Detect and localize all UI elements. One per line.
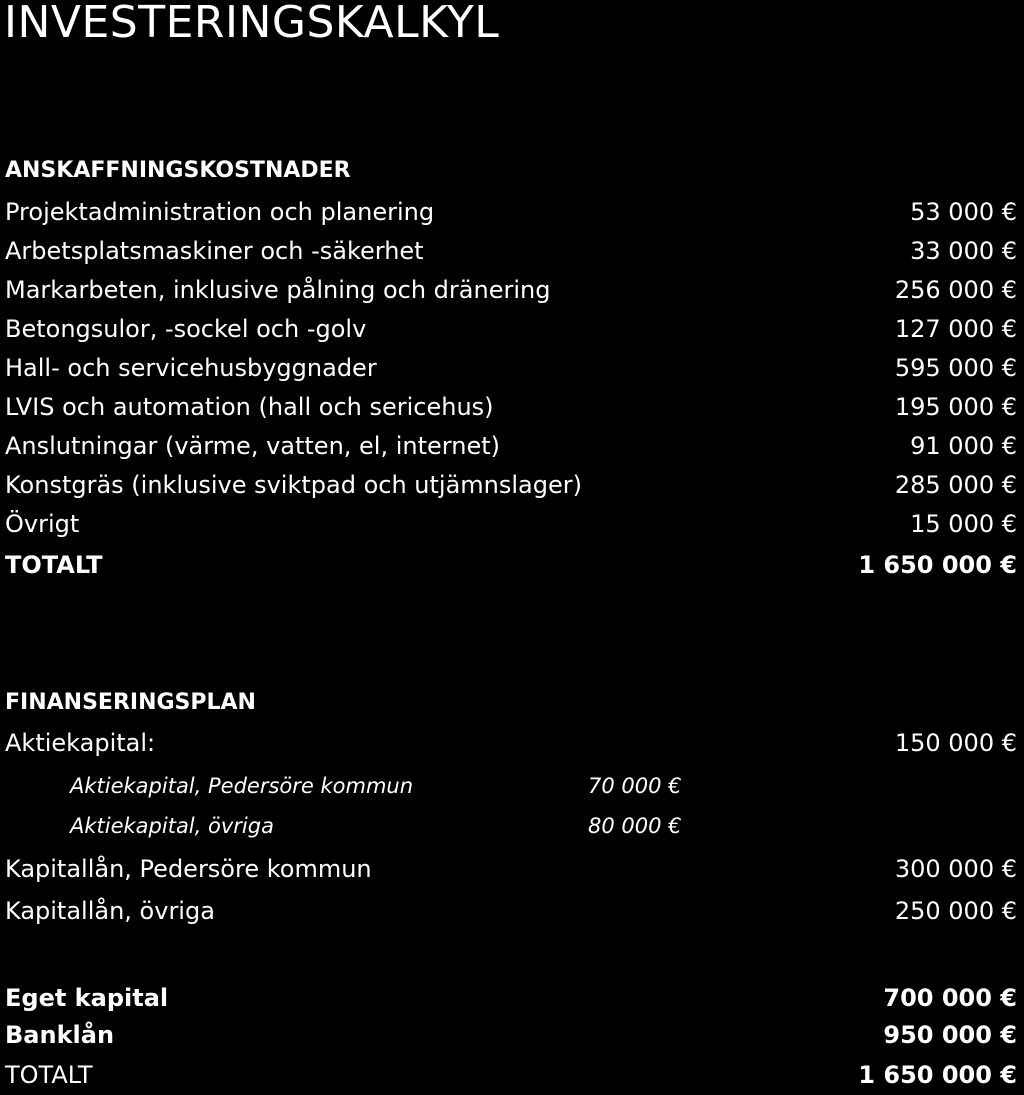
cost-row [5, 270, 1017, 310]
financing-total-amount: 1 650 000 € [858, 1061, 1017, 1089]
loan-label: Kapitallån, övriga [5, 897, 215, 925]
cost-label: Projektadministration och planering [5, 198, 435, 226]
summary-amount: 950 000 € [883, 1021, 1017, 1049]
share-capital-sub-label: Aktiekapital, Pedersöre kommun [70, 774, 414, 798]
cost-label: Markarbeten, inklusive pålning och dränering [5, 276, 551, 304]
share-capital-sub-row [70, 769, 700, 803]
cost-amount: 33 000 € [910, 237, 1017, 265]
costs-total-amount: 1 650 000 € [858, 551, 1017, 579]
cost-label: Hall- och servicehusbyggnader [5, 354, 377, 382]
share-capital-label: Aktiekapital: [5, 729, 156, 757]
summary-row [5, 978, 1017, 1018]
cost-row [5, 231, 1017, 271]
cost-amount: 256 000 € [894, 276, 1017, 304]
cost-label: LVIS och automation (hall och sericehus) [5, 393, 494, 421]
cost-amount: 91 000 € [910, 432, 1017, 460]
loan-row [5, 891, 1017, 931]
cost-row [5, 348, 1017, 388]
cost-row [5, 309, 1017, 349]
loan-amount: 300 000 € [894, 855, 1017, 883]
summary-row [5, 1015, 1017, 1055]
costs-total-row [5, 545, 1017, 585]
cost-label: Arbetsplatsmaskiner och -säkerhet [5, 237, 424, 265]
cost-amount: 15 000 € [910, 510, 1017, 538]
loan-row [5, 849, 1017, 889]
summary-amount: 700 000 € [883, 984, 1017, 1012]
summary-label: Banklån [5, 1021, 115, 1049]
cost-amount: 127 000 € [894, 315, 1017, 343]
cost-row [5, 387, 1017, 427]
loan-label: Kapitallån, Pedersöre kommun [5, 855, 372, 883]
cost-amount: 595 000 € [894, 354, 1017, 382]
share-capital-amount: 150 000 € [894, 729, 1017, 757]
loan-amount: 250 000 € [894, 897, 1017, 925]
financing-heading: FINANSERINGSPLAN [5, 690, 256, 715]
costs-total-label: TOTALT [5, 551, 103, 579]
cost-row [5, 192, 1017, 232]
cost-row [5, 426, 1017, 466]
cost-label: Övrigt [5, 510, 80, 538]
cost-label: Anslutningar (värme, vatten, el, internet) [5, 432, 500, 460]
summary-label: Eget kapital [5, 984, 169, 1012]
financing-total-row [5, 1055, 1017, 1095]
share-capital-sub-amount: 80 000 € [588, 814, 682, 838]
share-capital-sub-label: Aktiekapital, övriga [70, 814, 274, 838]
financing-total-label: TOTALT [5, 1061, 93, 1089]
cost-label: Konstgräs (inklusive sviktpad och utjämnslager) [5, 471, 582, 499]
cost-row [5, 465, 1017, 505]
cost-label: Betongsulor, -sockel och -golv [5, 315, 367, 343]
share-capital-row [5, 723, 1017, 763]
costs-heading: ANSKAFFNINGSKOSTNADER [5, 158, 351, 183]
cost-amount: 195 000 € [894, 393, 1017, 421]
page-title: INVESTERINGSKALKYL [4, 0, 500, 48]
cost-amount: 285 000 € [894, 471, 1017, 499]
cost-row [5, 504, 1017, 544]
share-capital-sub-row [70, 809, 700, 843]
share-capital-sub-amount: 70 000 € [588, 774, 682, 798]
cost-amount: 53 000 € [910, 198, 1017, 226]
